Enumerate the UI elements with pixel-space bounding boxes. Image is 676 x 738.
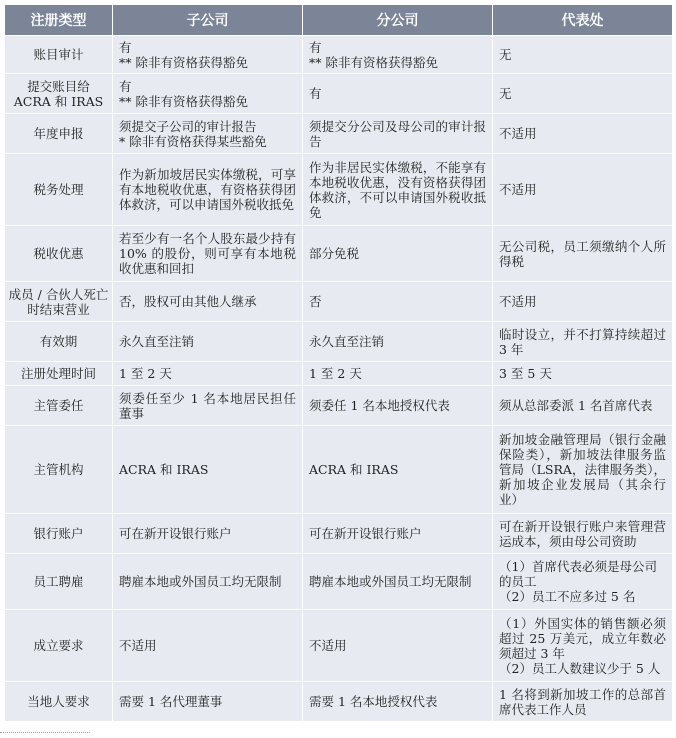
table-row (5, 282, 673, 322)
table-row (5, 322, 673, 362)
footer-divider (0, 732, 90, 735)
row-label: 成立要求 (5, 610, 113, 682)
branch-cell: 作为非居民实体缴税，不能享有本地税收优惠，没有资格获得团体救济，不可以申请国外税收抵免 (303, 154, 493, 226)
table-row (5, 36, 673, 74)
branch-cell: 聘雇本地或外国员工均无限制 (303, 554, 493, 610)
subsidiary-cell: 可在新开设银行账户 (113, 514, 303, 554)
subsidiary-cell: ACRA 和 IRAS (113, 426, 303, 514)
rep-office-cell: 无公司税，员工须缴纳个人所得税 (493, 226, 673, 282)
branch-cell: 有 ** 除非有资格获得豁免 (303, 36, 493, 74)
header-registration-type: 注册类型 (5, 5, 113, 36)
rep-office-cell: 不适用 (493, 282, 673, 322)
table-row (5, 386, 673, 426)
row-label: 有效期 (5, 322, 113, 362)
subsidiary-cell: 须提交子公司的审计报告 * 除非有资格获得某些豁免 (113, 114, 303, 154)
subsidiary-cell: 须委任至少 1 名本地居民担任董事 (113, 386, 303, 426)
branch-cell: 须提交分公司及母公司的审计报告 (303, 114, 493, 154)
rep-office-cell: 1 名将到新加坡工作的总部首席代表工作人员 (493, 682, 673, 722)
branch-cell: 有 (303, 74, 493, 114)
row-label: 主管委任 (5, 386, 113, 426)
table-row (5, 362, 673, 386)
rep-office-cell: （1）首席代表必须是母公司的员工 （2）员工不应多过 5 名 (493, 554, 673, 610)
header-representative-office: 代表处 (493, 5, 673, 36)
rep-office-cell: 无 (493, 36, 673, 74)
rep-office-cell: 临时设立，并不打算持续超过 3 年 (493, 322, 673, 362)
comparison-table (4, 4, 673, 722)
branch-cell: 须委任 1 名本地授权代表 (303, 386, 493, 426)
branch-cell: 不适用 (303, 610, 493, 682)
rep-office-cell: 无 (493, 74, 673, 114)
row-label: 当地人要求 (5, 682, 113, 722)
table-row (5, 610, 673, 682)
rep-office-cell: 不适用 (493, 154, 673, 226)
header-subsidiary: 子公司 (113, 5, 303, 36)
subsidiary-cell: 1 至 2 天 (113, 362, 303, 386)
table-row (5, 426, 673, 514)
table-row (5, 226, 673, 282)
table-row (5, 554, 673, 610)
row-label: 年度申报 (5, 114, 113, 154)
row-label: 提交账目给 ACRA 和 IRAS (5, 74, 113, 114)
row-label: 注册处理时间 (5, 362, 113, 386)
subsidiary-cell: 需要 1 名代理董事 (113, 682, 303, 722)
subsidiary-cell: 有 ** 除非有资格获得豁免 (113, 36, 303, 74)
rep-office-cell: 新加坡金融管理局（银行金融保险类），新加坡法律服务监管局（LSRA，法律服务类），新加坡企业发展局（其余行业） (493, 426, 673, 514)
branch-cell: 部分免税 (303, 226, 493, 282)
rep-office-cell: 3 至 5 天 (493, 362, 673, 386)
row-label: 税务处理 (5, 154, 113, 226)
table-row (5, 114, 673, 154)
table-row (5, 154, 673, 226)
row-label: 税收优惠 (5, 226, 113, 282)
row-label: 账目审计 (5, 36, 113, 74)
subsidiary-cell: 永久直至注销 (113, 322, 303, 362)
subsidiary-cell: 有 ** 除非有资格获得豁免 (113, 74, 303, 114)
row-label: 主管机构 (5, 426, 113, 514)
subsidiary-cell: 否，股权可由其他人继承 (113, 282, 303, 322)
subsidiary-cell: 若至少有一名个人股东最少持有 10% 的股份，则可享有本地税收优惠和回扣 (113, 226, 303, 282)
table-row (5, 74, 673, 114)
subsidiary-cell: 作为新加坡居民实体缴税，可享有本地税收优惠，有资格获得团体救济，可以申请国外税收抵免 (113, 154, 303, 226)
table-row (5, 514, 673, 554)
branch-cell: 永久直至注销 (303, 322, 493, 362)
rep-office-cell: 不适用 (493, 114, 673, 154)
row-label: 银行账户 (5, 514, 113, 554)
row-label: 员工聘雇 (5, 554, 113, 610)
header-row (5, 5, 673, 36)
subsidiary-cell: 不适用 (113, 610, 303, 682)
branch-cell: 否 (303, 282, 493, 322)
table-row (5, 682, 673, 722)
row-label: 成员 / 合伙人死亡时结束营业 (5, 282, 113, 322)
branch-cell: 需要 1 名本地授权代表 (303, 682, 493, 722)
branch-cell: ACRA 和 IRAS (303, 426, 493, 514)
rep-office-cell: 须从总部委派 1 名首席代表 (493, 386, 673, 426)
branch-cell: 1 至 2 天 (303, 362, 493, 386)
rep-office-cell: 可在新开设银行账户来管理营运成本，须由母公司资助 (493, 514, 673, 554)
rep-office-cell: （1）外国实体的销售额必须超过 25 万美元，成立年数必须超过 3 年 （2）员工人数建议少于 5 人 (493, 610, 673, 682)
branch-cell: 可在新开设银行账户 (303, 514, 493, 554)
subsidiary-cell: 聘雇本地或外国员工均无限制 (113, 554, 303, 610)
header-branch: 分公司 (303, 5, 493, 36)
